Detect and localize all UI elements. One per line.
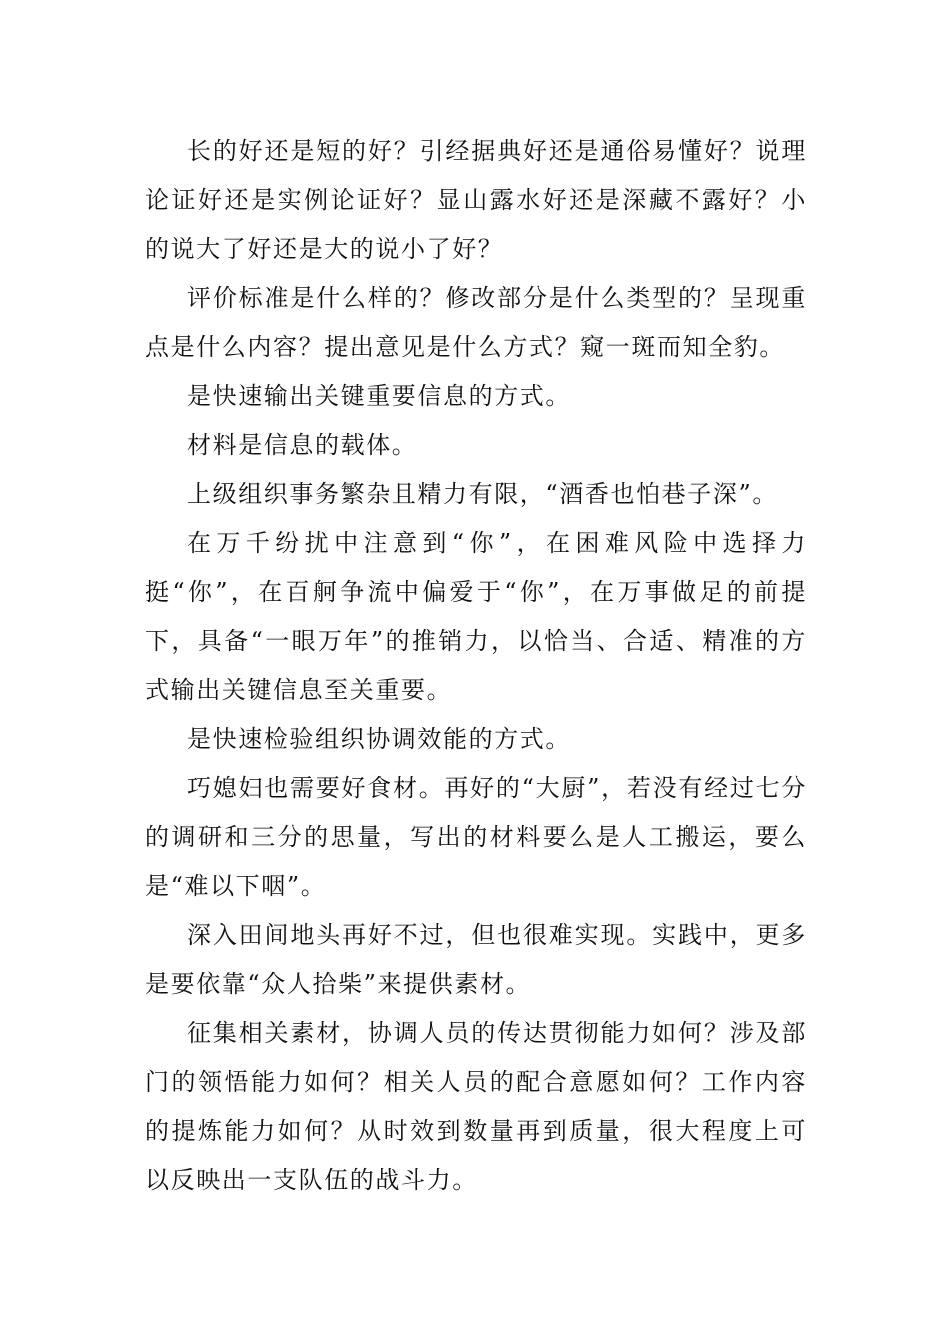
paragraph-4: 材料是信息的载体。 — [187, 431, 418, 459]
paragraph-9: 深入田间地头再好不过，但也很难实现。实践中，更多是要依靠“众人拾柴”来提供素材。 — [145, 921, 807, 998]
paragraph-2: 评价标准是什么样的？修改部分是什么类型的？呈现重点是什么内容？提出意见是什么方式？窥一斑而知全豹。 — [145, 284, 807, 361]
paragraph-3: 是快速输出关键重要信息的方式。 — [187, 382, 571, 410]
paragraph-6: 在万千纷扰中注意到“你”，在困难风险中选择力挺“你”，在百舸争流中偏爱于“你”，在万事做足的前提下，具备“一眼万年”的推销力，以恰当、合适、精准的方式输出关键信息至关重要。 — [145, 529, 807, 704]
paragraph-10: 征集相关素材，协调人员的传达贯彻能力如何？涉及部门的领悟能力如何？相关人员的配合意愿如何？工作内容的提炼能力如何？从时效到数量再到质量，很大程度上可以反映出一支队伍的战斗力。 — [145, 1019, 807, 1194]
document-page — [145, 127, 807, 1205]
paragraph-5: 上级组织事务繁杂且精力有限，“酒香也怕巷子深”。 — [187, 480, 778, 508]
paragraph-1: 长的好还是短的好？引经据典好还是通俗易懂好？说理论证好还是实例论证好？显山露水好还是深藏不露好？小的说大了好还是大的说小了好？ — [145, 137, 807, 263]
paragraph-7: 是快速检验组织协调效能的方式。 — [187, 725, 571, 753]
paragraph-8: 巧媳妇也需要好食材。再好的“大厨”，若没有经过七分的调研和三分的思量，写出的材料要么是人工搬运，要么是“难以下咽”。 — [145, 774, 807, 900]
